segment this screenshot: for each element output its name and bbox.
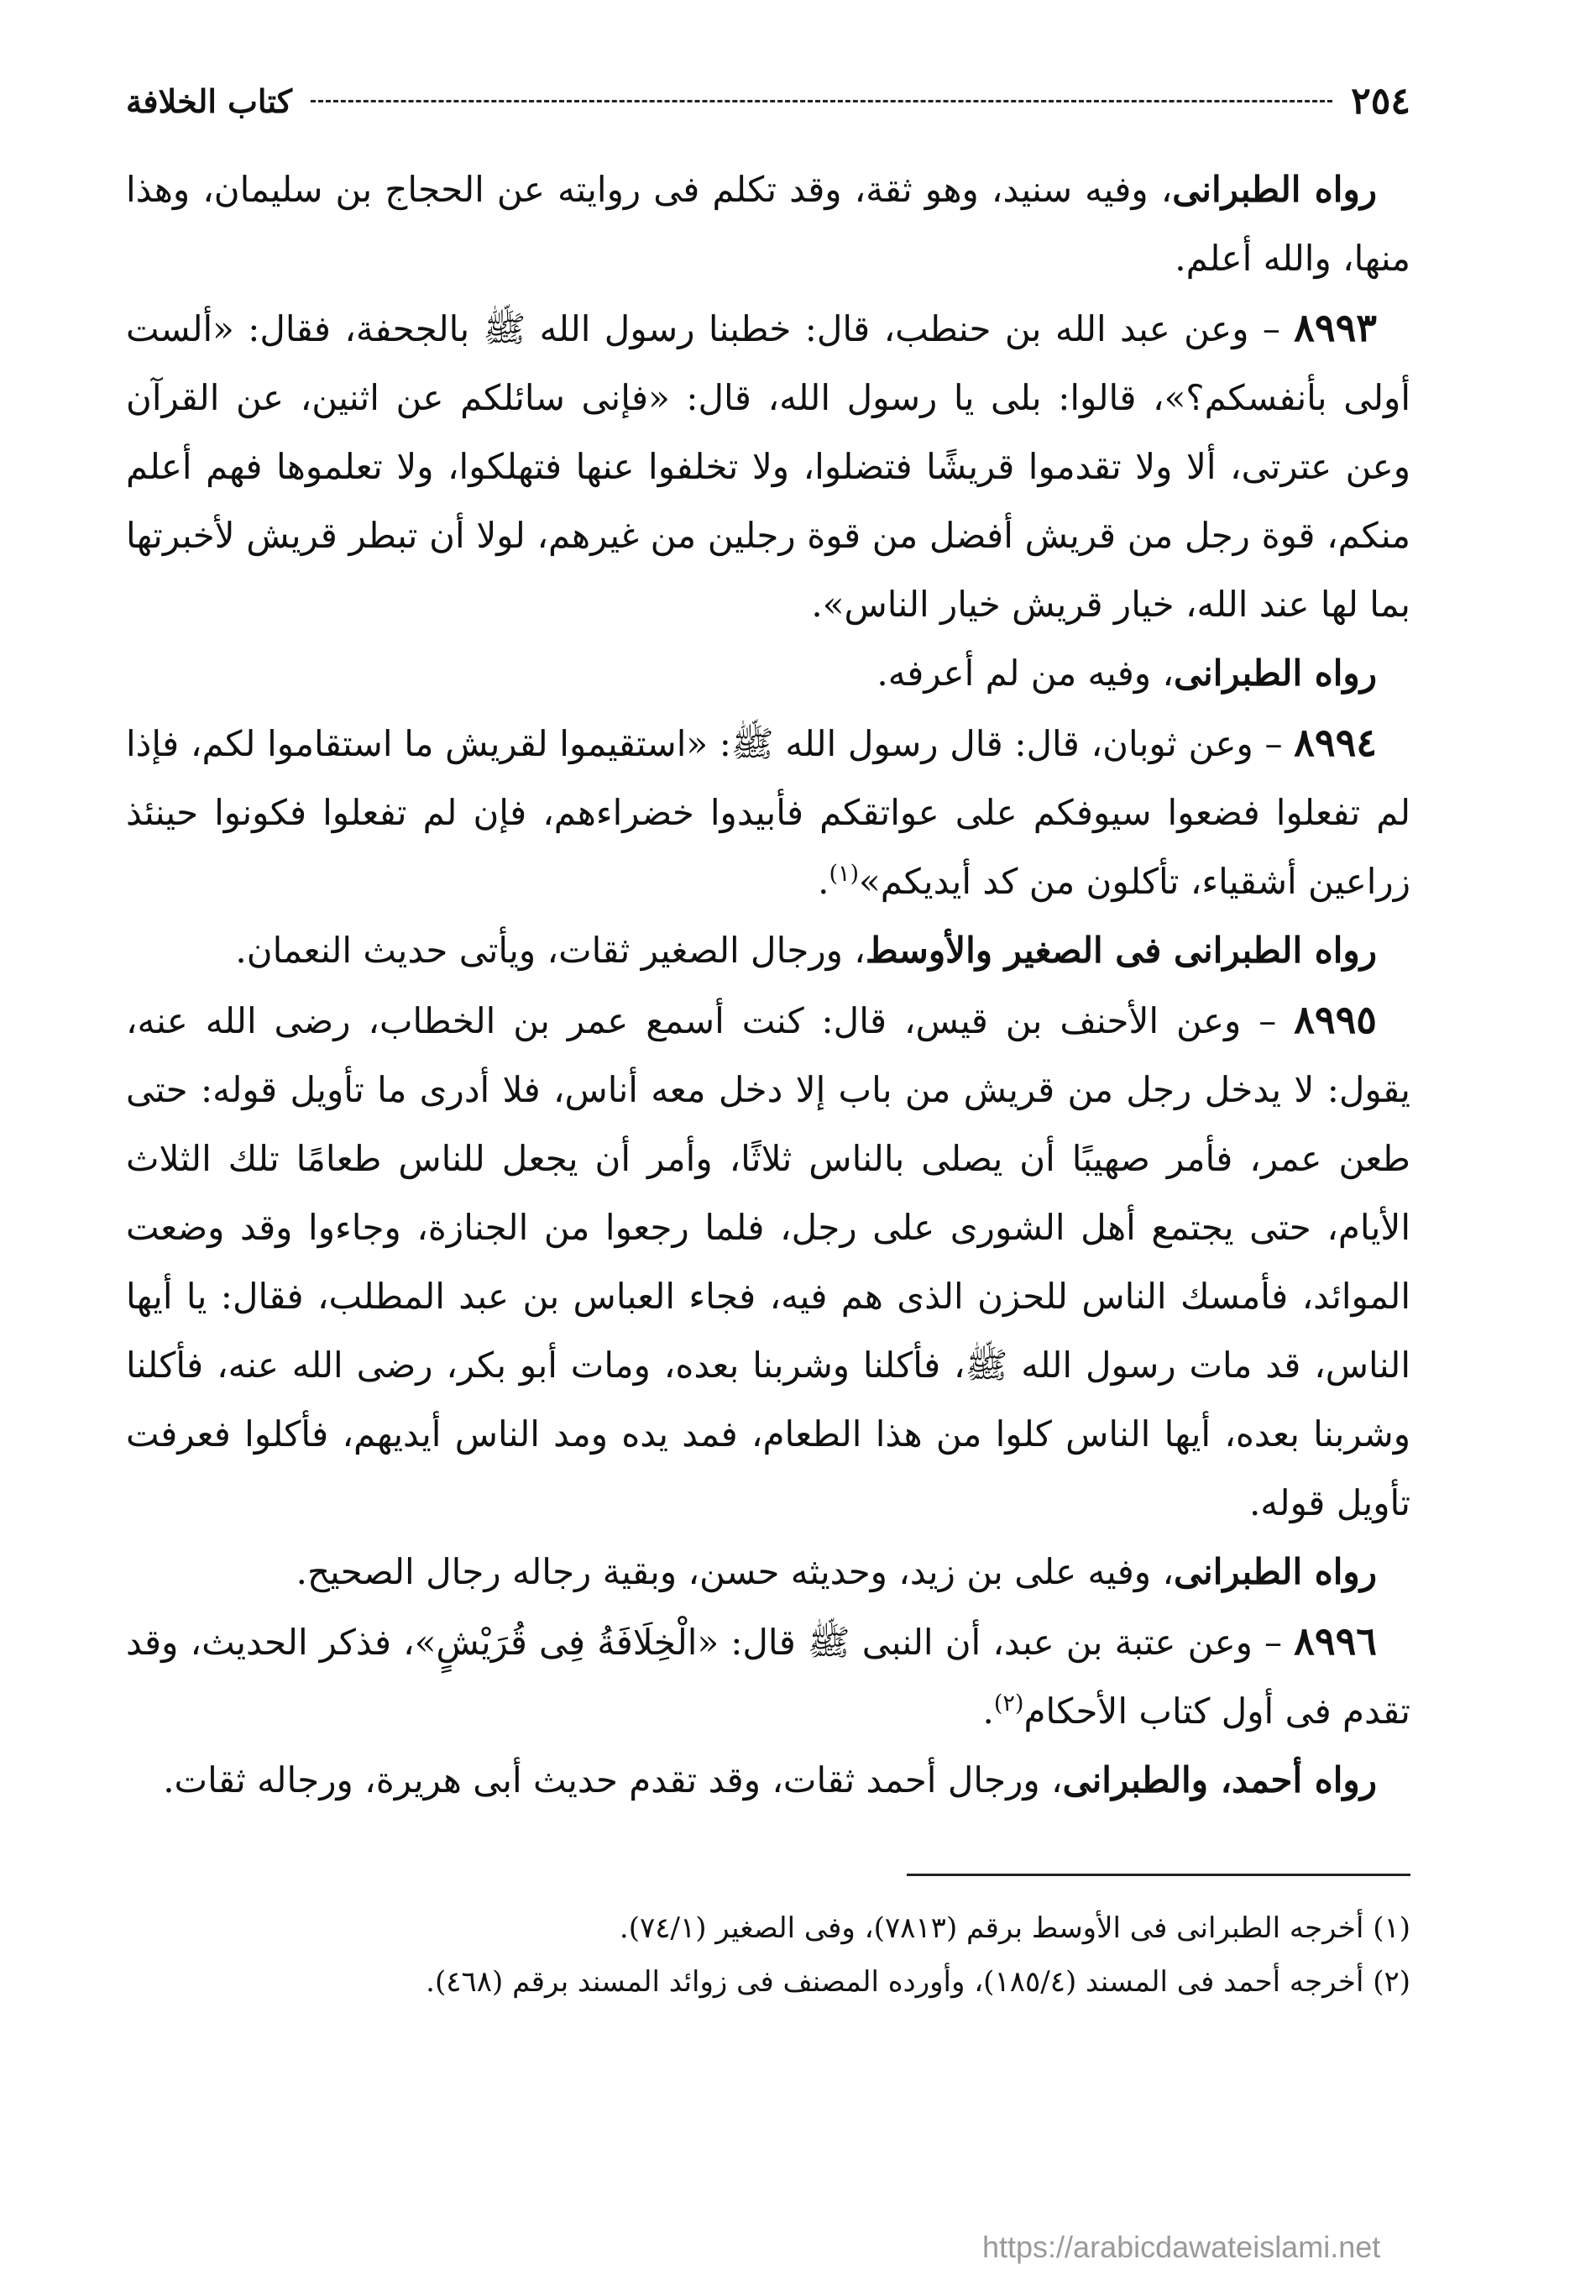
hadith-number: ٨٩٩٣ [1294,305,1377,350]
hadith-8993 [126,293,1410,639]
source-attribution: رواه الطبرانى [1174,653,1377,694]
paragraph-text: ، وفيه سنيد، وهو ثقة، وقد تكلم فى روايته عن الحجاج بن سليمان، وهذا منها، والله أعلم. [126,169,1410,279]
footnote-reference[interactable]: (١) [829,861,860,887]
hadith-text: – وعن عبد الله بن حنطب، قال: خطبنا رسول الله ﷺ بالجحفة، فقال: «ألست أولى بأنفسكم؟»، قالوا: بلى يا رسول الله، قال: «فإنى سائلكم عن اثنين، عن القرآن وعن عترتى، ألا ولا تقدموا قريشًا فتضلوا، ولا تخلفوا عنها فتهلكوا، ولا تعلموها فهم أعلم منكم، قوة رجل من قريش أفضل من قوة رجلين من غيرهم، لولا أن تبطر قريش لأخبرتها بما لها عند الله، خيار قريش خيار الناس». [126,308,1410,625]
paragraph-source-note [126,639,1410,708]
hadith-text: – وعن ثوبان، قال: قال رسول الله ﷺ: «استقيموا لقريش ما استقاموا لكم، فإذا لم تفعلوا فضعوا سيوفكم على عواتقكم فأبيدوا خضراءهم، فإن لم تفعلوا فكونوا حينئذ زراعين أشقياء، تأكلون من كد أيديكم» [126,723,1410,902]
source-attribution: رواه الطبرانى [1174,1551,1377,1592]
main-text [126,155,1410,1815]
source-attribution: رواه أحمد، والطبرانى [1062,1759,1377,1801]
paragraph-source-note [126,1746,1410,1815]
sentence-end: . [818,861,829,902]
paragraph-source-note [126,916,1410,985]
footnote-item: (١) أخرجه الطبرانى فى الأوسط برقم (٧٨١٣)، وفى الصغير (٧٤/١). [619,1911,1410,1945]
hadith-number: ٨٩٩٤ [1294,720,1377,765]
paragraph-source-note [126,155,1410,293]
hadith-8994 [126,708,1410,916]
hadith-number: ٨٩٩٦ [1294,1618,1377,1664]
source-attribution: رواه الطبرانى فى الصغير والأوسط [865,930,1377,971]
footnote-reference[interactable]: (٢) [993,1691,1024,1717]
book-page [126,71,1410,2221]
paragraph-text: ، وفيه من لم أعرفه. [876,653,1174,694]
paragraph-text: ، وفيه على بن زيد، وحديثه حسن، وبقية رجاله رجال الصحيح. [296,1551,1174,1592]
paragraph-text: ، ورجال الصغير ثقات، ويأتى حديث النعمان. [235,930,866,971]
header-dashed-rule [311,100,1332,102]
book-title: كتاب الخلافة [126,81,293,120]
page-number: ٢٥٤ [1351,79,1410,123]
hadith-8996 [126,1607,1410,1746]
hadith-8995 [126,985,1410,1538]
source-attribution: رواه الطبرانى [1172,169,1378,210]
paragraph-text: ، ورجال أحمد ثقات، وقد تقدم حديث أبى هريرة، ورجاله ثقات. [163,1759,1063,1801]
page-header [126,71,1410,130]
hadith-text: – وعن الأحنف بن قيس، قال: كنت أسمع عمر بن الخطاب، رضى الله عنه، يقول: لا يدخل رجل من قريش من باب إلا دخل معه أناس، فلا أدرى ما تأويل قوله: حتى طعن عمر، فأمر صهيبًا أن يصلى بالناس ثلاثًا، وأمر أن يجعل للناس طعامًا تلك الثلاث الأيام، حتى يجتمع أهل الشورى على رجل، فلما رجعوا من الجنازة، وجاءوا وقد وضعت الموائد، فأمسك الناس للحزن الذى هم فيه، فجاء العباس بن عبد المطلب، فقال: يا أيها الناس، قد مات رسول الله ﷺ، فأكلنا وشربنا بعده، ومات أبو بكر، رضى الله عنه، فأكلنا وشربنا بعده، أيها الناس كلوا من هذا الطعام، فمد يده ومد الناس أيديهم، فأكلوا فعرفت تأويل قوله. [126,1000,1410,1523]
website-watermark: https://arabicdawateislami.net [982,2230,1381,2264]
footnote-divider [907,1874,1410,1876]
footnote-item: (٢) أخرجه أحمد فى المسند (١٨٥/٤)، وأورده المصنف فى زوائد المسند برقم (٤٦٨). [426,1965,1410,1999]
sentence-end: . [982,1691,994,1732]
hadith-number: ٨٩٩٥ [1294,997,1377,1042]
paragraph-source-note [126,1538,1410,1607]
hadith-text: – وعن عتبة بن عبد، أن النبى ﷺ قال: «الْخِلَافَةُ فِى قُرَيْشٍ»، فذكر الحديث، وقد تقدم فى أول كتاب الأحكام [126,1622,1410,1732]
footnotes [126,1901,1410,2009]
